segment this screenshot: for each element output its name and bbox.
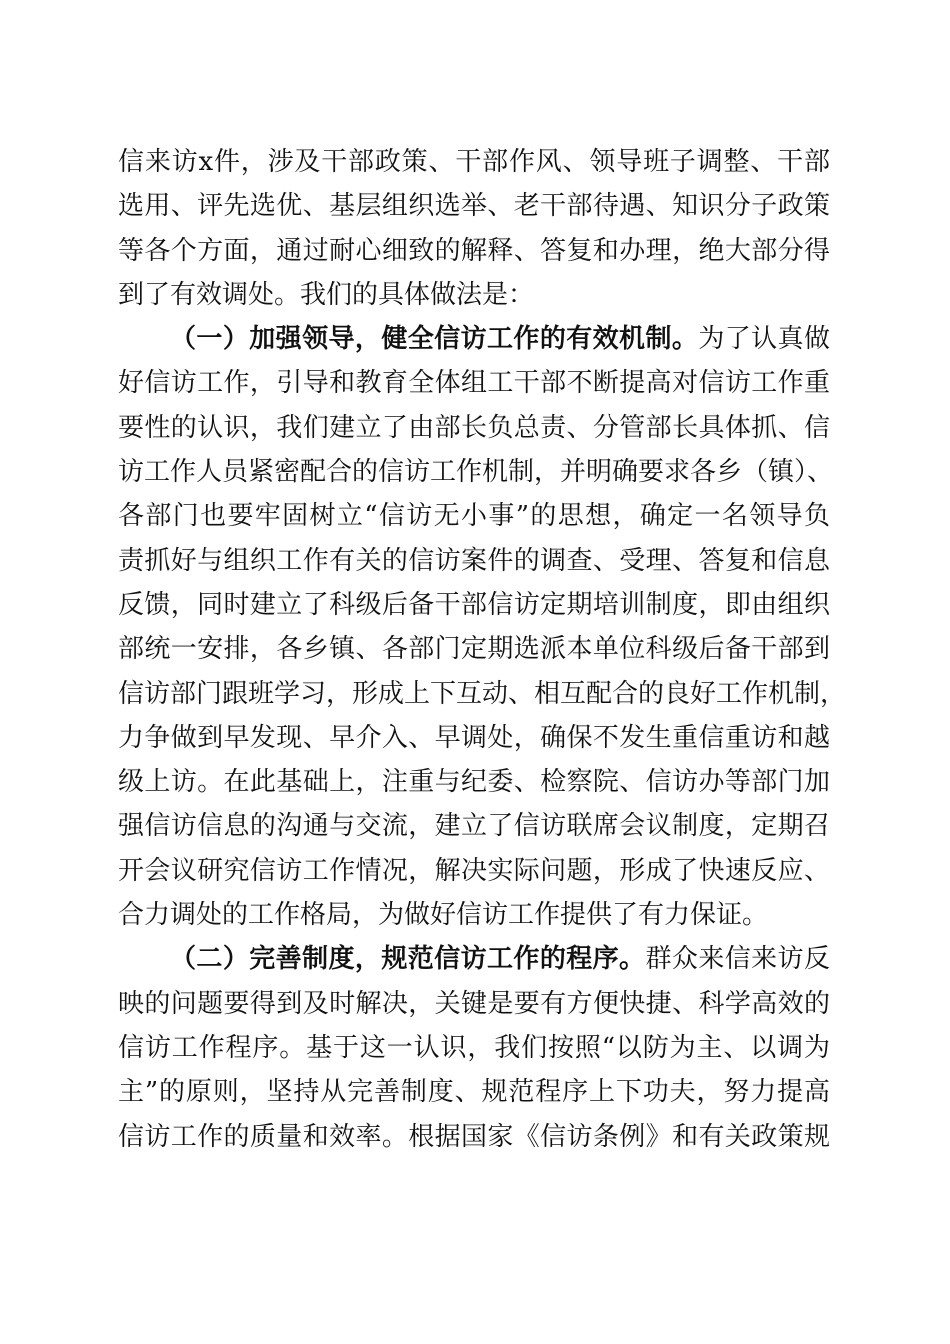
- document-body: [118, 140, 847, 1159]
- text-line: 级上访。在此基础上，注重与纪委、检察院、信访办等部门加: [118, 767, 830, 798]
- text-line: 选用、评先选优、基层组织选举、老干部待遇、知识分子政策: [118, 191, 830, 222]
- text-line: 访工作人员紧密配合的信访工作机制，并明确要求各乡（镇）、: [118, 457, 834, 488]
- section-heading-2: （二）完善制度，规范信访工作的程序。: [170, 944, 646, 975]
- section-heading-line: [118, 317, 830, 361]
- text-line: 反馈，同时建立了科级后备干部信访定期培训制度，即由组织: [118, 589, 830, 620]
- text-line: 主”的原则，坚持从完善制度、规范程序上下功夫，努力提高: [118, 1077, 830, 1108]
- text-line: 信访工作程序。基于这一认识，我们按照“以防为主、以调为: [118, 1032, 830, 1063]
- paragraph-end-line: 到了有效调处。我们的具体做法是：: [118, 279, 535, 310]
- text-line: 要性的认识，我们建立了由部长负总责、分管部长具体抓、信: [118, 412, 830, 443]
- text-line-continuation: 为了认真做: [698, 324, 830, 355]
- section-heading-line: [118, 937, 830, 981]
- text-line: 开会议研究信访工作情况，解决实际问题，形成了快速反应、: [118, 855, 830, 886]
- text-line: 信访工作的质量和效率。根据国家《信访条例》和有关政策规: [118, 1121, 830, 1152]
- text-line: 信来访x件，涉及干部政策、干部作风、领导班子调整、干部: [118, 147, 830, 177]
- text-line: 部统一安排，各乡镇、各部门定期选派本单位科级后备干部到: [118, 634, 830, 665]
- section-heading-1: （一）加强领导，健全信访工作的有效机制。: [170, 324, 699, 355]
- text-line: 力争做到早发现、早介入、早调处，确保不发生重信重访和越: [118, 722, 830, 753]
- text-line: 责抓好与组织工作有关的信访案件的调查、受理、答复和信息: [118, 545, 830, 576]
- text-line: 映的问题要得到及时解决，关键是要有方便快捷、科学高效的: [118, 988, 830, 1019]
- text-line-continuation: 群众来信来访反: [645, 944, 830, 975]
- text-line: 等各个方面，通过耐心细致的解释、答复和办理，绝大部分得: [118, 235, 830, 266]
- text-line: 好信访工作，引导和教育全体组工干部不断提高对信访工作重: [118, 368, 830, 399]
- text-line: 各部门也要牢固树立“信访无小事”的思想，确定一名领导负: [118, 501, 830, 532]
- paragraph-end-line: 合力调处的工作格局，为做好信访工作提供了有力保证。: [118, 900, 769, 931]
- text-line: 信访部门跟班学习，形成上下互动、相互配合的良好工作机制，: [118, 678, 847, 709]
- text-line: 强信访信息的沟通与交流，建立了信访联席会议制度，定期召: [118, 811, 830, 842]
